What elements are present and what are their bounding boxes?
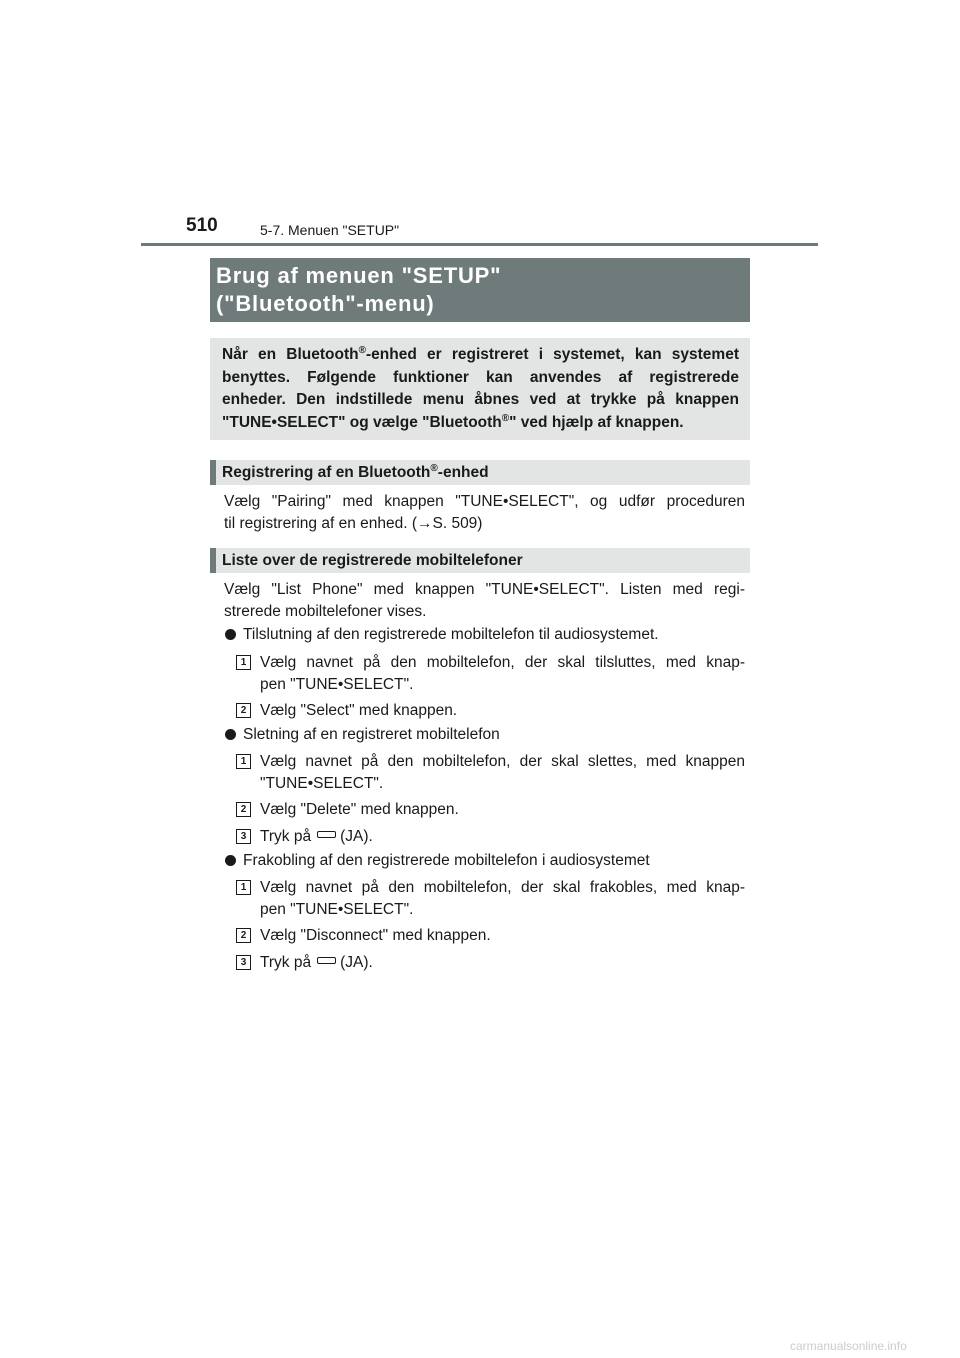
page-number: 510 — [186, 215, 218, 236]
step-number: 3 — [236, 955, 251, 970]
step-text: Vælg "Delete" med knappen. — [260, 801, 459, 818]
step-text-continued: pen "TUNE•SELECT". — [260, 901, 414, 918]
bullet-delete: Sletning af en registreret mobiltelefon — [243, 726, 500, 743]
bullet-disconnect: Frakobling af den registrerede mobiltelefon i audiosystemet — [243, 852, 650, 869]
rectangular-button-icon — [317, 957, 336, 964]
chapter-title: 5-7. Menuen "SETUP" — [260, 222, 400, 238]
section1-text-line-1: Vælg "Pairing" med knappen "TUNE•SELECT", og udfør proceduren — [224, 493, 745, 510]
header-divider — [141, 243, 818, 246]
registered-mark: ® — [501, 412, 510, 424]
intro-line-1: Når en Bluetooth®-enhed er registreret i systemet, kan systemet — [222, 345, 739, 363]
main-heading-line-1: Brug af menuen "SETUP" — [216, 263, 502, 288]
bullet-icon — [225, 729, 236, 740]
intro-box — [210, 338, 750, 440]
step-text: Vælg navnet på den mobiltelefon, der skal frakobles, med knap- — [260, 879, 745, 896]
step-number: 2 — [236, 928, 251, 943]
step-text: Vælg navnet på den mobiltelefon, der skal tilsluttes, med knap- — [260, 654, 745, 671]
bullet-connect: Tilslutning af den registrerede mobiltelefon til audiosystemet. — [243, 626, 659, 643]
watermark: carmanualsonline.info — [790, 1339, 907, 1353]
main-heading — [210, 258, 750, 322]
section2-text-line-2: strerede mobiltelefoner vises. — [224, 603, 427, 620]
section-heading-phone-list: Liste over de registrerede mobiltelefoner — [210, 548, 750, 573]
bullet-icon — [225, 629, 236, 640]
intro-line-4: "TUNE•SELECT" og vælge "Bluetooth®" ved hjælp af knappen. — [222, 412, 684, 431]
section2-text-line-1: Vælg "List Phone" med knappen "TUNE•SELECT". Listen med regi- — [224, 581, 745, 598]
section-heading-registration: Registrering af en Bluetooth®-enhed — [210, 460, 750, 485]
intro-line-2: benyttes. Følgende funktioner kan anvendes af registrerede — [222, 368, 739, 386]
section1-text-line-2: til registrering af en enhed. (→S. 509) — [224, 515, 483, 532]
step-number: 3 — [236, 829, 251, 844]
step-text: Vælg "Select" med knappen. — [260, 702, 458, 719]
step-number: 1 — [236, 754, 251, 769]
step-text: Vælg "Disconnect" med knappen. — [260, 927, 491, 944]
step-text: Tryk på (JA). — [260, 954, 373, 971]
step-number: 2 — [236, 703, 251, 718]
step-number: 1 — [236, 880, 251, 895]
step-text: Vælg navnet på den mobiltelefon, der skal slettes, med knappen — [260, 753, 745, 770]
registered-mark: ® — [430, 463, 438, 474]
bullet-icon — [225, 855, 236, 866]
rectangular-button-icon — [317, 831, 336, 838]
step-number: 2 — [236, 802, 251, 817]
main-heading-line-2: ("Bluetooth"-menu) — [216, 291, 435, 316]
step-text-continued: "TUNE•SELECT". — [260, 775, 384, 792]
step-text-continued: pen "TUNE•SELECT". — [260, 676, 414, 693]
step-number: 1 — [236, 655, 251, 670]
intro-line-3: enheder. Den indstillede menu åbnes ved at trykke på knappen — [222, 391, 739, 408]
step-text: Tryk på (JA). — [260, 828, 373, 845]
registered-mark: ® — [358, 345, 366, 356]
